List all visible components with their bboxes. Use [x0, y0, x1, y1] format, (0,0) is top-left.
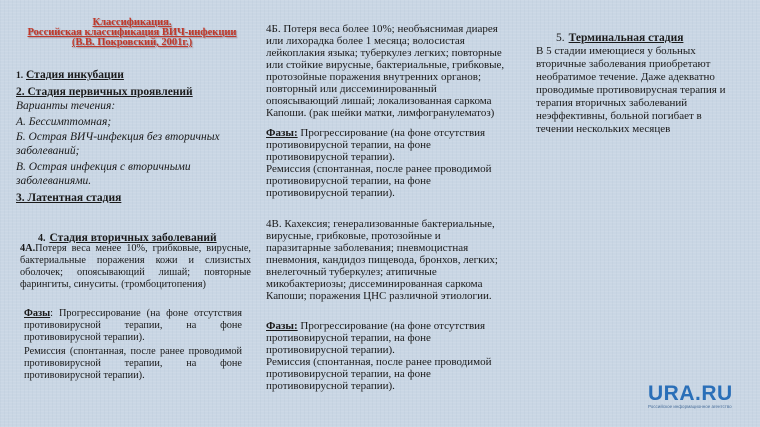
title-line-1: Классификация. [92, 17, 172, 28]
stage-4v-text: 4В. Кахексия; генерализованные бактериальные, вирусные, грибковые, протозойные и паразитарные заболевания; пневмоцистная пневмония, кандидоз пищевода, бронхов, легких; внелегочный туберкулез; атипичные микобактериозы; диссеминированная саркома Капоши; поражения ЦНС различной этиологии. [266, 218, 498, 302]
remission-4v: Ремиссия (спонтанная, после ранее проводимой противовирусной терапии, на фоне противовирусной терапии). [266, 356, 492, 392]
variant-a: А. Бессимптомная; [16, 115, 112, 128]
variant-b: Б. Острая ВИЧ-инфекция без вторичных заболеваний; [16, 131, 220, 157]
title-line-2: Российская классификация ВИЧ-инфекции [27, 27, 237, 38]
classification-header [16, 18, 248, 48]
phases-4v: Фазы: Прогрессирование (на фоне отсутствия противовирусной терапии, на фоне противовирусной терапии). [266, 320, 486, 356]
variants-title: Варианты течения: [16, 100, 116, 112]
stage-1-label: Стадия инкубации [26, 69, 124, 81]
logo-wordmark: URA.RU [648, 382, 733, 405]
stage-2-heading: 2. Стадия первичных проявлений [16, 86, 193, 98]
variant-v: В. Острая инфекция с вторичными заболеваниями. [16, 161, 191, 187]
phases-4a: Фазы: Прогрессирование (на фоне отсутствия противовирусной терапии, на фоне противовирусной терапии). [24, 308, 242, 343]
stage-3-heading: 3. Латентная стадия [16, 192, 122, 204]
stage-5-text: В 5 стадии имеющиеся у больных вторичные заболевания приобретают необратимое течение. Даже адекватно проводимые противовирусная терапия и терапия вторичных заболеваний неэффективны, больной погибает в течении нескольких месяцев [536, 45, 726, 135]
stage-5-label: Терминальная стадия [568, 32, 684, 44]
stage-5-heading: 5. Терминальная стадия [556, 32, 684, 44]
stage-4-heading: 4. Стадия вторичных заболеваний [38, 232, 217, 244]
stage-4b-text: 4Б. Потеря веса более 10%; необъяснимая диарея или лихорадка более 1 месяца; волосистая лейкоплакия языка; туберкулез легких; повторные или стойкие вирусные, бактериальные, грибковые, протозойные поражения внутренних органов; повторный или диссеминированный опоясывающий лишай; локализованная саркома Капоши. (рак шейки матки, лимфогранулематоз) [266, 23, 505, 119]
stage-4a-text: 4А.Потеря веса менее 10%, грибковые, вирусные, бактериальные поражения кожи и слизистых оболочек; опоясывающий лишай; повторные фарингиты, синуситы. (тромбоцитопения) [20, 243, 251, 290]
logo-tagline: Российское информационное агентство [648, 404, 732, 409]
title-line-3: (В.В. Покровский, 2001г.) [71, 37, 193, 48]
ura-ru-logo [648, 382, 733, 409]
stage-4-label: Стадия вторичных заболеваний [49, 232, 217, 244]
stage-1-heading: 1. Стадия инкубации [16, 69, 124, 81]
remission-4b: Ремиссия (спонтанная, после ранее проводимой противовирусной терапии, на фоне противовирусной терапии). [266, 163, 492, 199]
remission-4a: Ремиссия (спонтанная, после ранее проводимой противовирусной терапии, на фоне противовирусной терапии). [24, 346, 242, 381]
phases-4b: Фазы: Прогрессирование (на фоне отсутствия противовирусной терапии, на фоне противовирусной терапии). [266, 127, 486, 163]
stages-1-3 [16, 68, 256, 205]
